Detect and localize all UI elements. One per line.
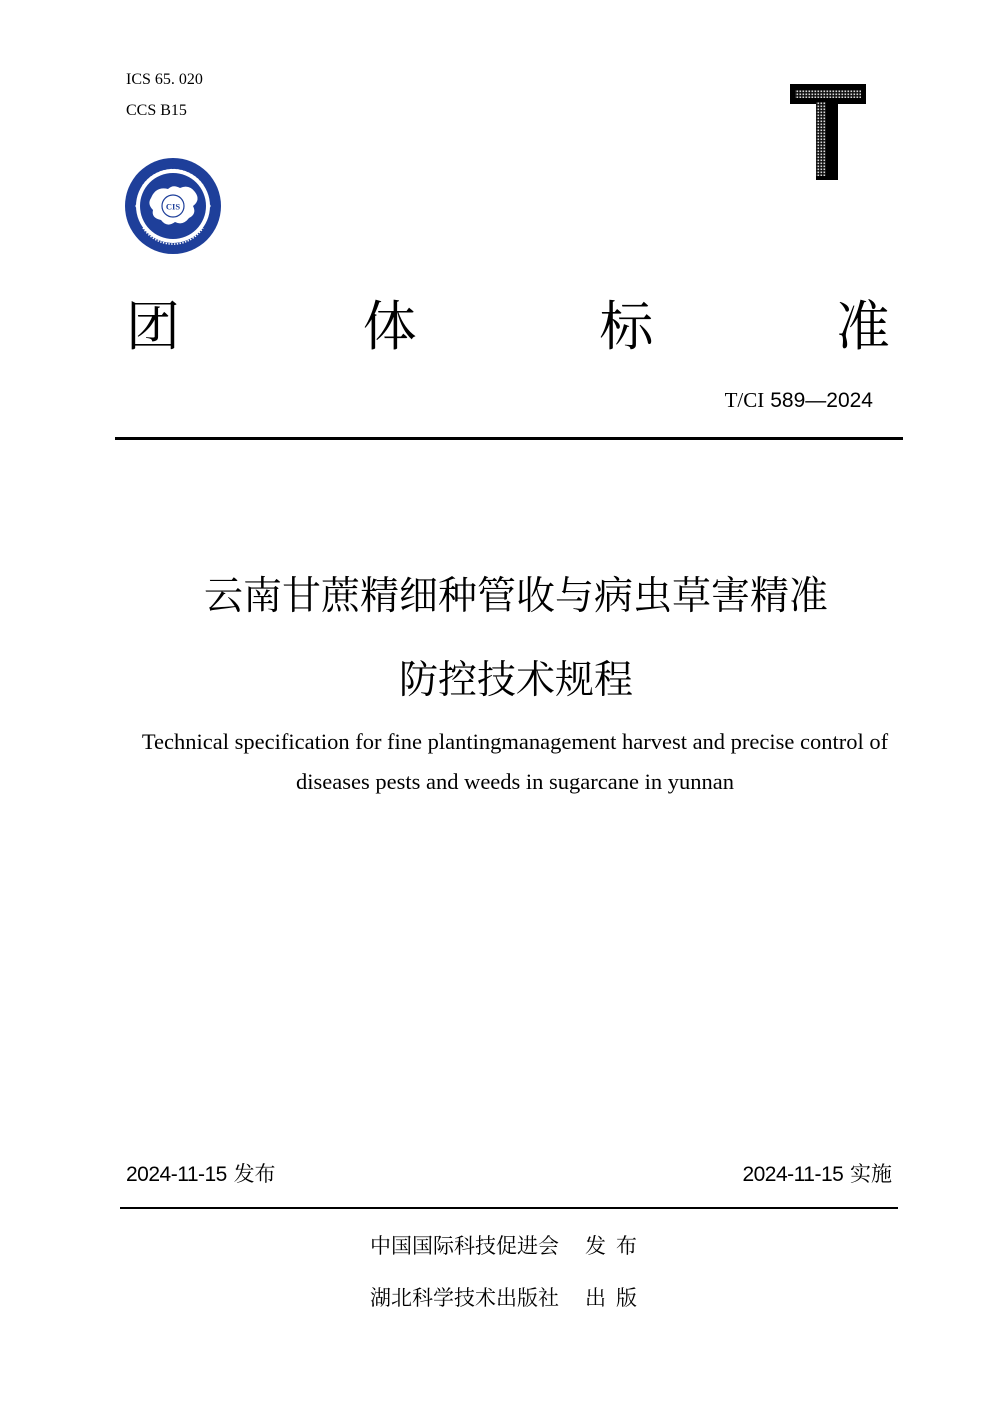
implement-date-value: 2024-11-15 [742,1163,844,1186]
ics-code: ICS 65. 020 [126,71,203,88]
publisher-role: 发布 [585,1234,647,1258]
publish-date-value: 2024-11-15 [126,1163,227,1186]
publisher-line [370,1232,647,1260]
publish-date-label: 发布 [233,1162,276,1186]
standard-type-char: 准 [835,295,890,358]
bottom-divider [120,1207,898,1209]
implement-date [742,1160,892,1189]
cis-logo-icon [123,156,223,256]
standard-type-char: 团 [126,295,180,358]
standard-type-char: 体 [362,295,417,358]
standard-type-heading [126,292,890,362]
publish-date [126,1160,276,1189]
top-divider [115,437,903,440]
ccs-code: CCS B15 [126,102,187,119]
group-standard-t-mark-icon [790,84,866,180]
title-zh-line2: 防控技术规程 [398,658,633,703]
title-en [115,722,915,802]
standard-number-value: 589—2024 [770,389,873,412]
press-name: 湖北科学技术出版社 [370,1286,559,1310]
title-en-line1: Technical specification for fine plantingmanagement harvest and precise control of [141,729,889,754]
svg-text:CIS: CIS [165,201,181,212]
title-zh-line1: 云南甘蔗精细种管收与病虫草害精准 [203,574,828,619]
press-role: 出版 [585,1286,647,1310]
standard-number-prefix: T/CI [724,388,765,412]
title-en-line2: diseases pests and weeds in sugarcane in yunnan [295,769,734,794]
standard-number [725,387,873,414]
publisher-name: 中国国际科技促进会 [370,1234,559,1258]
standard-type-char: 标 [599,295,654,358]
implement-date-label: 实施 [850,1162,892,1186]
press-line [370,1284,647,1312]
